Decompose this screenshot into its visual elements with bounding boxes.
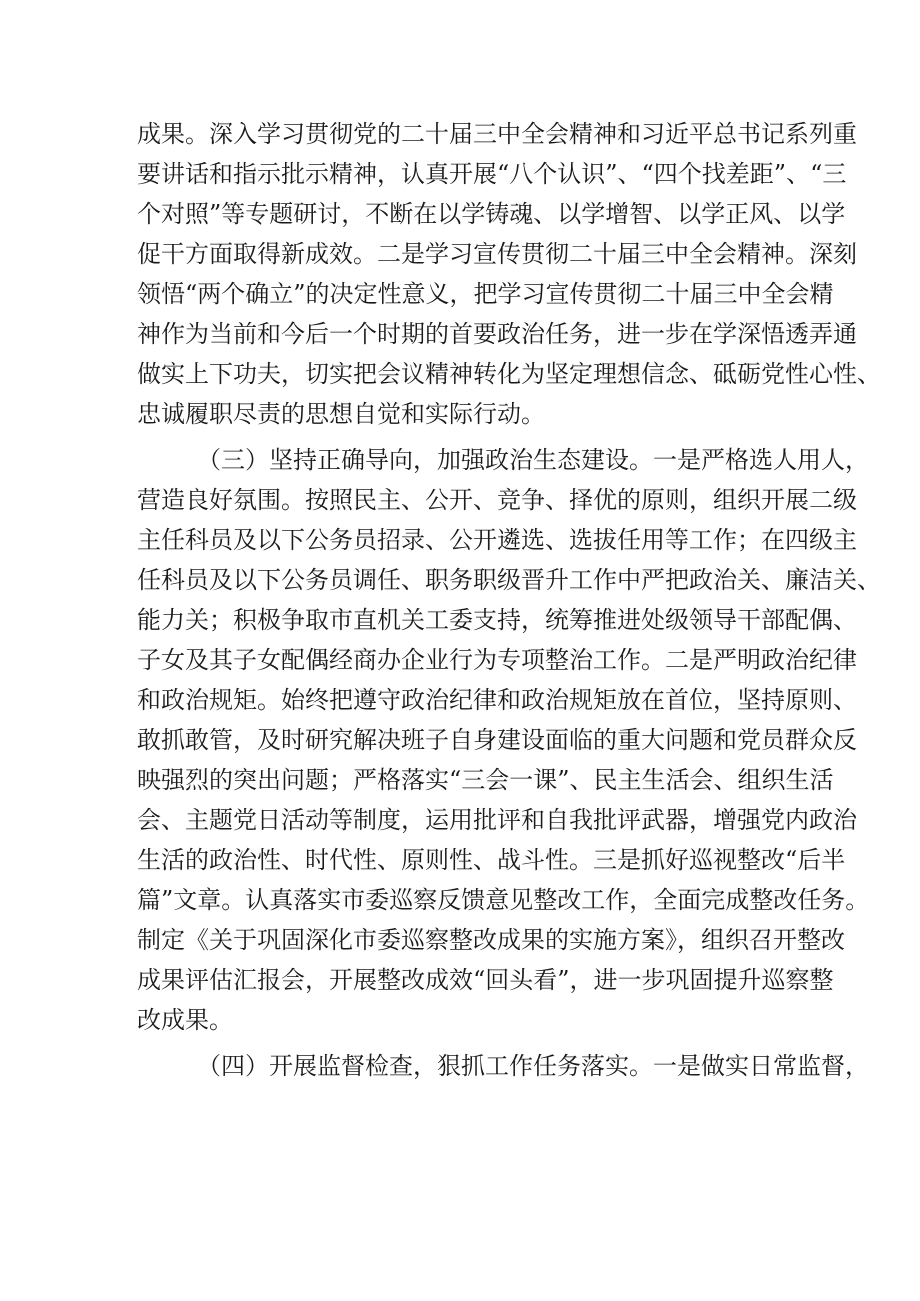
paragraph-2 <box>137 440 881 1040</box>
text-line: （四）开展监督检查，狠抓工作任务落实。一是做实日常监督， <box>197 1052 869 1080</box>
paragraph-1 <box>137 114 881 434</box>
text-line: 领悟“两个确立”的决定性意义，把学习宣传贯彻二十届三中全会精 <box>137 280 834 308</box>
text-line: 任科员及以下公务员调任、职务职级晋升工作中严把政治关、廉洁关、 <box>137 566 881 594</box>
text-line: 神作为当前和今后一个时期的首要政治任务，进一步在学深悟透弄通 <box>137 320 857 348</box>
document-body <box>137 114 881 1086</box>
text-line: 主任科员及以下公务员招录、公开遴选、选拔任用等工作；在四级主 <box>137 526 857 554</box>
text-line: 敢抓敢管，及时研究解决班子自身建设面临的重大问题和党员群众反 <box>137 726 857 754</box>
text-line: 生活的政治性、时代性、原则性、战斗性。三是抓好巡视整改“后半 <box>137 846 846 874</box>
text-line: 能力关；积极争取市直机关工委支持，统筹推进处级领导干部配偶、 <box>137 606 857 634</box>
text-line: 营造良好氛围。按照民主、公开、竞争、择优的原则，组织开展二级 <box>137 486 857 514</box>
text-line: 制定《关于巩固深化市委巡察整改成果的实施方案》，组织召开整改 <box>137 926 845 954</box>
text-line: （三）坚持正确导向，加强政治生态建设。一是严格选人用人， <box>197 446 869 474</box>
text-line: 映强烈的突出问题；严格落实“三会一课”、民主生活会、组织生活 <box>137 766 834 794</box>
text-line: 篇”文章。认真落实市委巡察反馈意见整改工作，全面完成整改任务。 <box>137 886 870 914</box>
paragraph-3 <box>137 1046 869 1086</box>
text-line: 要讲话和指示批示精神，认真开展“八个认识”、“四个找差距”、“三 <box>137 160 847 188</box>
text-line: 促干方面取得新成效。二是学习宣传贯彻二十届三中全会精神。深刻 <box>137 240 857 268</box>
text-line: 和政治规矩。始终把遵守政治纪律和政治规矩放在首位，坚持原则、 <box>137 686 857 714</box>
text-line: 做实上下功夫，切实把会议精神转化为坚定理想信念、砥砺党性心性、 <box>137 360 881 388</box>
text-line: 会、主题党日活动等制度，运用批评和自我批评武器，增强党内政治 <box>137 806 857 834</box>
text-line: 个对照”等专题研讨，不断在以学铸魂、以学增智、以学正风、以学 <box>137 200 846 228</box>
text-line: 子女及其子女配偶经商办企业行为专项整治工作。二是严明政治纪律 <box>137 646 857 674</box>
text-line: 改成果。 <box>137 1006 233 1034</box>
text-line: 忠诚履职尽责的思想自觉和实际行动。 <box>137 400 545 428</box>
text-line: 成果评估汇报会，开展整改成效“回头看”，进一步巩固提升巡察整 <box>137 966 834 994</box>
text-line: 成果。深入学习贯彻党的二十届三中全会精神和习近平总书记系列重 <box>137 120 857 148</box>
